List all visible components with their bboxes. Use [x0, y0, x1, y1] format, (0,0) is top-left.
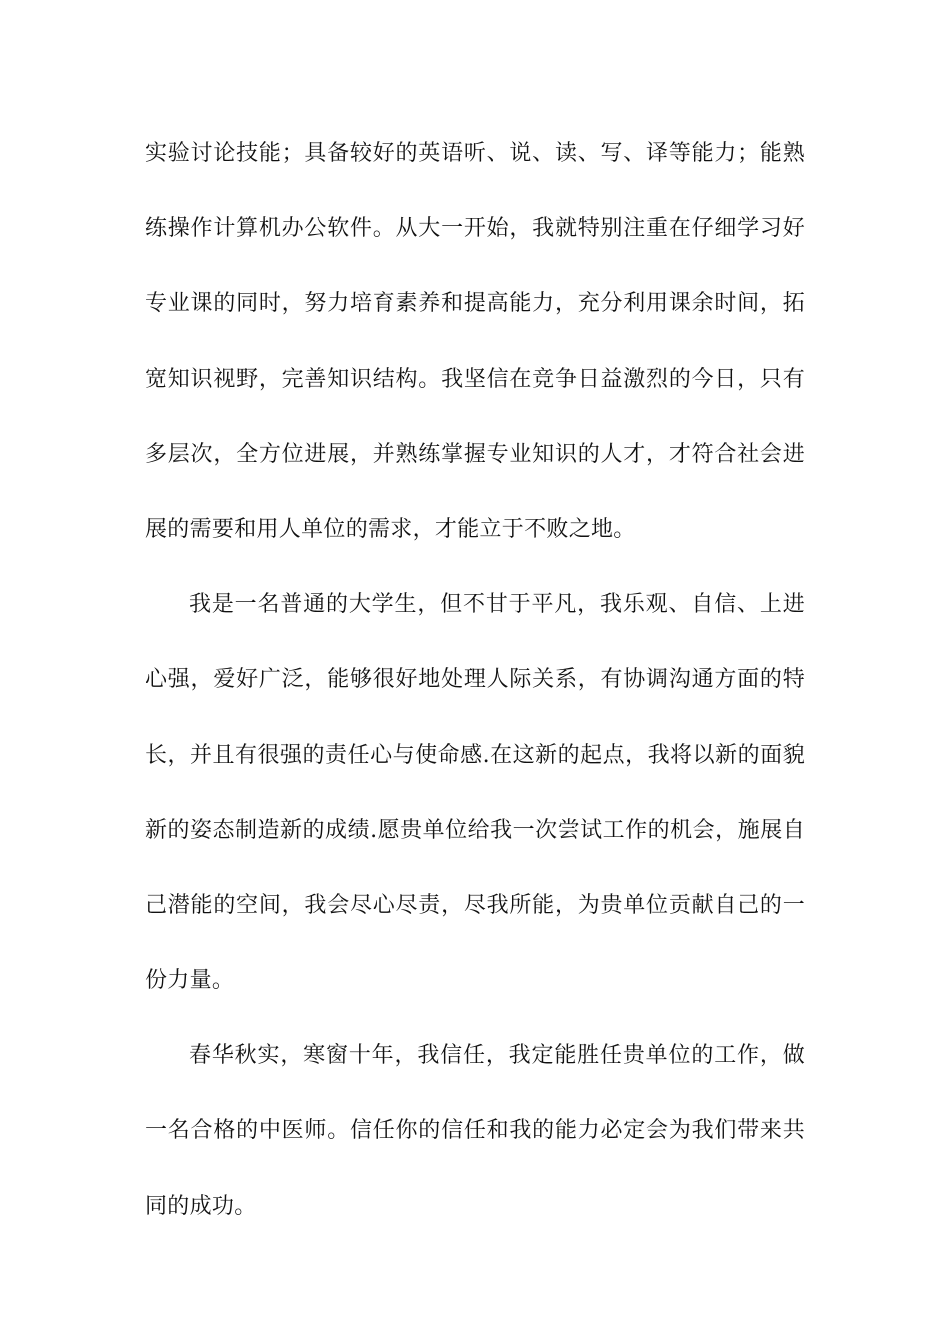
paragraph-3-line-2: 一名合格的中医师。信任你的信任和我的能力必定会为我们带来共 — [145, 1118, 805, 1144]
paragraph-1-line-2: 练操作计算机办公软件。从大一开始，我就特别注重在仔细学习好 — [145, 216, 805, 242]
paragraph-1-line-6: 展的需要和用人单位的需求，才能立于不败之地。 — [145, 516, 636, 542]
paragraph-2-line-3: 长，并且有很强的责任心与使命感.在这新的起点，我将以新的面貌 — [145, 742, 805, 768]
paragraph-1-line-3: 专业课的同时，努力培育素养和提高能力，充分利用课余时间，拓 — [145, 291, 805, 317]
paragraph-1-line-4: 宽知识视野，完善知识结构。我坚信在竞争日益激烈的今日，只有 — [145, 366, 805, 392]
paragraph-2-line-4: 新的姿态制造新的成绩.愿贵单位给我一次尝试工作的机会，施展自 — [145, 817, 805, 843]
paragraph-3-line-3: 同的成功。 — [145, 1193, 257, 1219]
paragraph-1-line-1: 实验讨论技能；具备较好的英语听、说、读、写、译等能力；能熟 — [145, 141, 805, 166]
document-body — [145, 126, 805, 1254]
paragraph-2-line-1: 我是一名普通的大学生，但不甘于平凡，我乐观、自信、上进 — [189, 592, 805, 618]
paragraph-2-line-2: 心强，爱好广泛，能够很好地处理人际关系，有协调沟通方面的特 — [145, 667, 805, 693]
paragraph-2-line-5: 己潜能的空间，我会尽心尽责，尽我所能，为贵单位贡献自己的一 — [145, 892, 805, 918]
paragraph-3-line-1: 春华秋实，寒窗十年，我信任，我定能胜任贵单位的工作，做 — [189, 1043, 805, 1069]
paragraph-2-line-6: 份力量。 — [145, 968, 235, 994]
paragraph-1-line-5: 多层次，全方位进展，并熟练掌握专业知识的人才，才符合社会进 — [145, 441, 805, 467]
